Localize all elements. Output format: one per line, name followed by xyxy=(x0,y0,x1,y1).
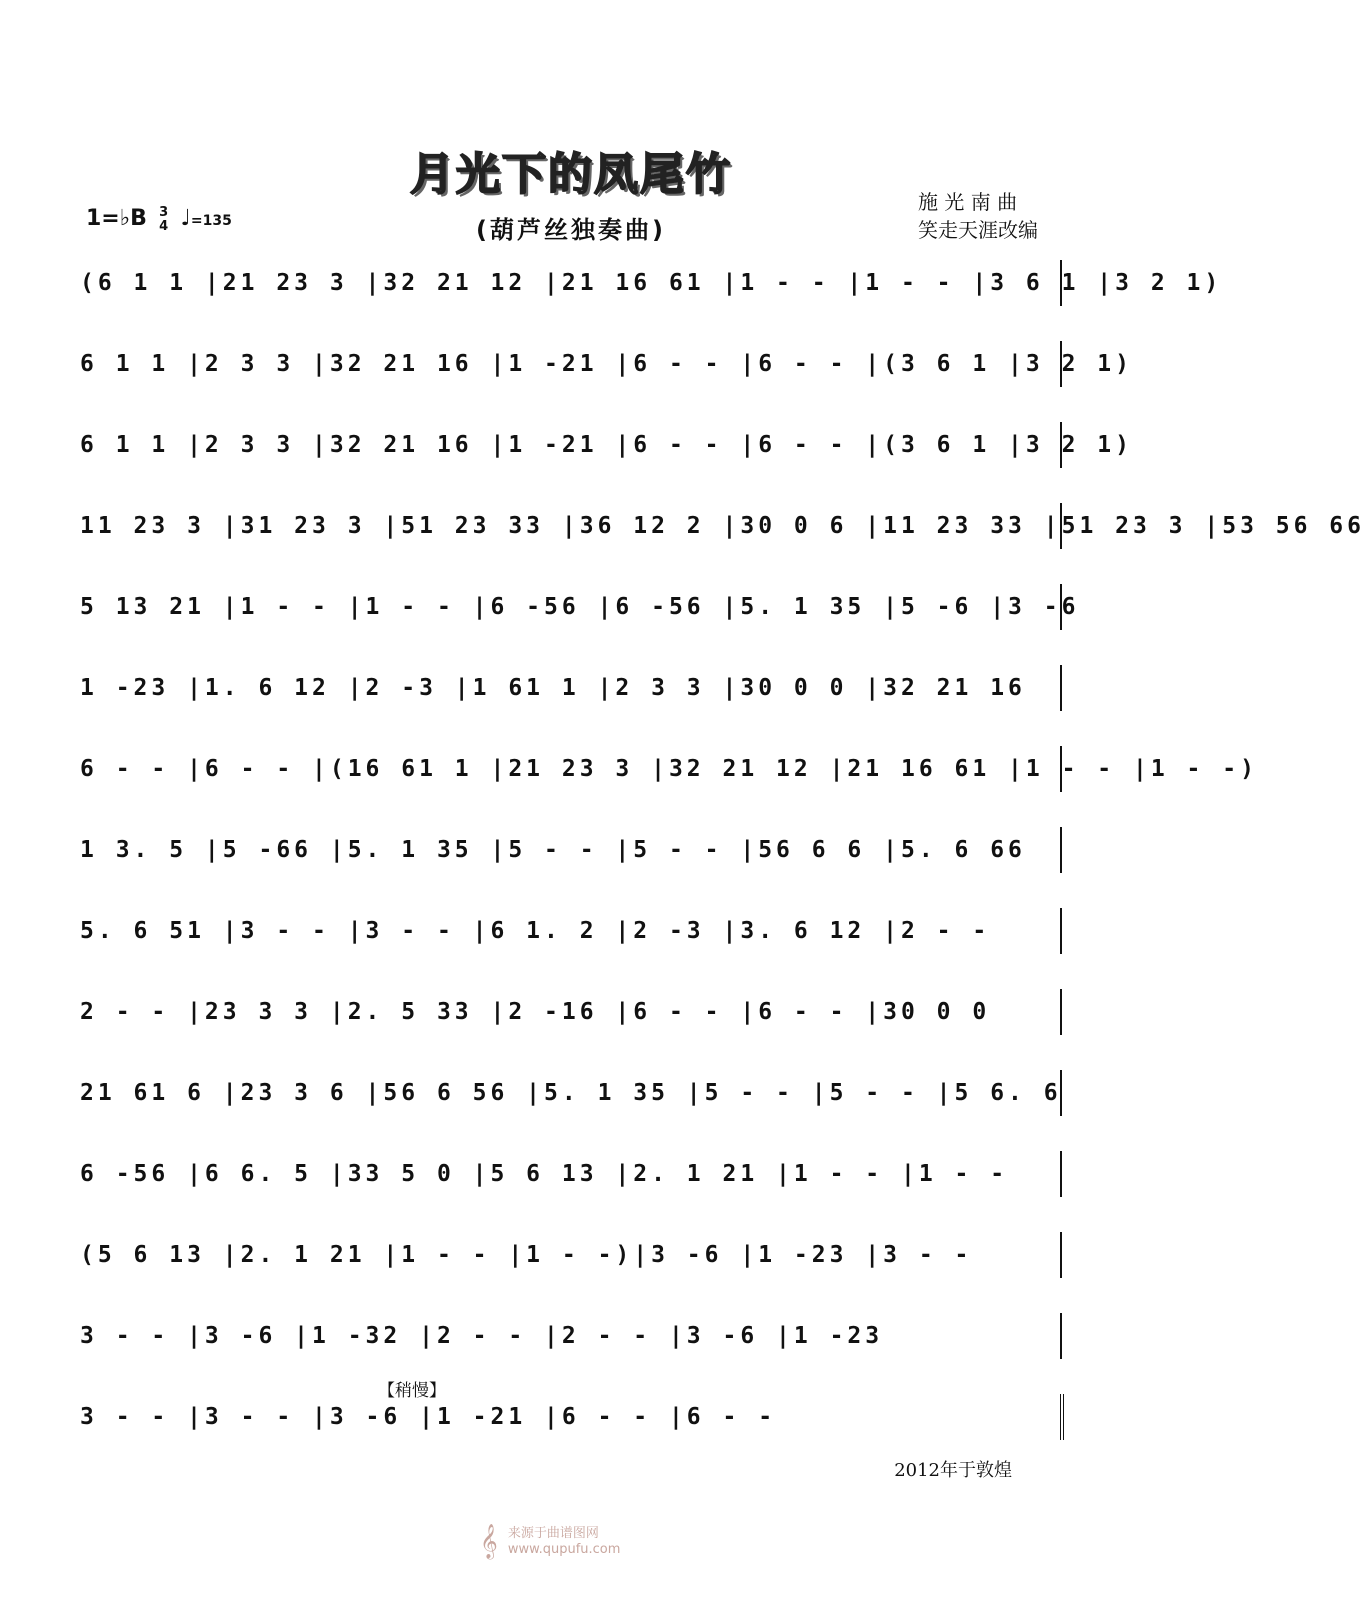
score-line-10: 2 - - |23 3 3 |2. 5 33 |2 -16 |6 - - |6 - - |30 0 0 xyxy=(80,989,1062,1035)
score-line-6: 1 -23 |1. 6 12 |2 -3 |1 61 1 |2 3 3 |30 0 0 |32 21 16 xyxy=(80,665,1062,711)
composer: 施 光 南 曲 xyxy=(918,190,1018,214)
time-bottom: 4 xyxy=(159,219,169,234)
credits xyxy=(918,188,1038,244)
score-line-7: 6 - - |6 - - |(16 61 1 |21 23 3 |32 21 12 |21 16 61 |1 - - |1 - -) xyxy=(80,746,1062,792)
tempo-value: =135 xyxy=(190,213,232,229)
watermark-line-1: 来源于曲谱图网 xyxy=(507,1526,599,1541)
page-title: 月光下的凤尾竹 xyxy=(410,149,732,200)
score-line-3: 6 1 1 |2 3 3 |32 21 16 |1 -21 |6 - - |6 - - |(3 6 1 |3 2 1) xyxy=(80,422,1062,468)
score-line-1: (6 1 1 |21 23 3 |32 21 12 |21 16 61 |1 - - |1 - - |3 6 1 |3 2 1) xyxy=(80,260,1062,306)
date-note: 2012年于敦煌 xyxy=(894,1460,1012,1481)
subtitle: (葫芦丝独奏曲) xyxy=(476,216,666,244)
score-line-13: (5 6 13 |2. 1 21 |1 - - |1 - -)|3 -6 |1 -23 |3 - - xyxy=(80,1232,1062,1278)
score-line-4: 11 23 3 |31 23 3 |51 23 33 |36 12 2 |30 0 6 |11 23 33 |51 23 3 |53 56 66 xyxy=(80,503,1062,549)
score-line-14: 3 - - |3 -6 |1 -32 |2 - - |2 - - |3 -6 |1 -23 xyxy=(80,1313,1062,1359)
score-line-8: 1 3. 5 |5 -66 |5. 1 35 |5 - - |5 - - |56 6 6 |5. 6 66 xyxy=(80,827,1062,873)
score-line-11: 21 61 6 |23 3 6 |56 6 56 |5. 1 35 |5 - - |5 - - |5 6. 6 xyxy=(80,1070,1062,1116)
score-line-2: 6 1 1 |2 3 3 |32 21 16 |1 -21 |6 - - |6 - - |(3 6 1 |3 2 1) xyxy=(80,341,1062,387)
time-top: 3 xyxy=(159,205,169,220)
score-line-15: 3 - - |3 - - |3 -6 |1 -21 |6 - - |6 - - xyxy=(80,1394,1064,1440)
quarter-note-icon: ♩ xyxy=(180,206,191,231)
tempo-change-mark: 【稍慢】 xyxy=(378,1381,446,1401)
key-label: 1=♭B xyxy=(86,206,147,231)
arranger: 笑走天涯改编 xyxy=(918,218,1038,242)
score-line-5: 5 13 21 |1 - - |1 - - |6 -56 |6 -56 |5. 1 35 |5 -6 |3 -6 xyxy=(80,584,1062,630)
watermark xyxy=(480,1526,620,1558)
time-signature xyxy=(159,206,168,234)
score-line-9: 5. 6 51 |3 - - |3 - - |6 1. 2 |2 -3 |3. 6 12 |2 - - xyxy=(80,908,1062,954)
watermark-line-2: www.qupufu.com xyxy=(507,1542,621,1557)
score-line-12: 6 -56 |6 6. 5 |33 5 0 |5 6 13 |2. 1 21 |1 - - |1 - - xyxy=(80,1151,1062,1197)
key-signature xyxy=(86,206,232,234)
treble-clef-icon: 𝄞 xyxy=(480,1524,498,1559)
